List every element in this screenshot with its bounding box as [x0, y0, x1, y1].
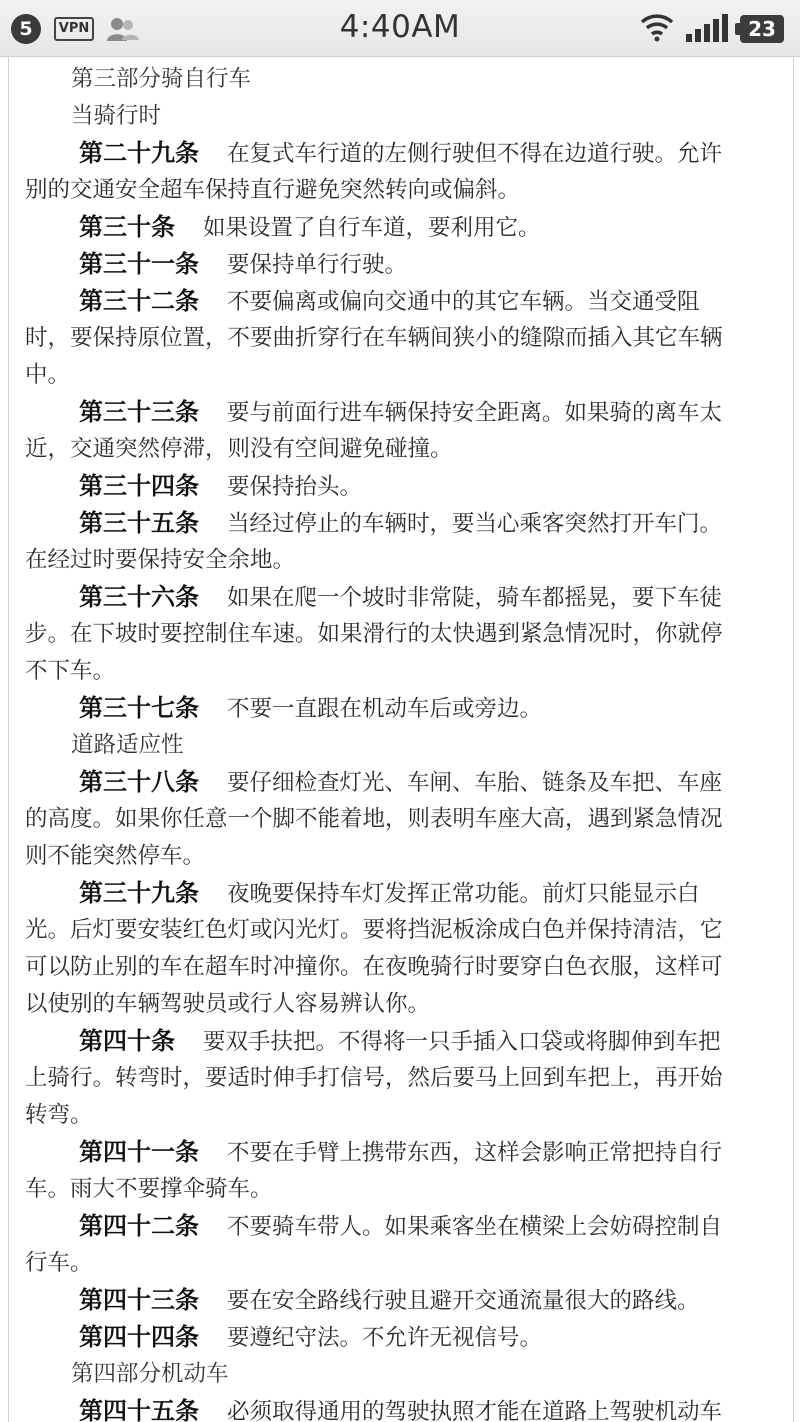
section-heading: 第四部分机动车: [71, 1361, 229, 1387]
article-paragraph: [25, 209, 777, 246]
article-text: 夜晚要保持车灯发挥正常功能。前灯只能显示白: [227, 881, 700, 907]
article-text: 如果在爬一个坡时非常陡，骑车都摇晃，要下车徒: [227, 585, 723, 611]
article-text-continuation: 不下车。: [25, 658, 116, 684]
document-text: [9, 57, 793, 1422]
article-title: 第四十五条: [79, 1397, 199, 1422]
article-text-continuation: 步。在下坡时要控制住车速。如果滑行的太快遇到紧急情况时，你就停: [25, 621, 723, 647]
article-text-continuation: 时，要保持原位置，不要曲折穿行在车辆间狭小的缝隙而插入其它车辆: [25, 325, 723, 351]
article-text: 不要骑车带人。如果乘客坐在横梁上会妨碍控制自: [227, 1214, 723, 1240]
article-title: 第四十条: [79, 1027, 175, 1055]
article-title: 第二十九条: [79, 139, 199, 167]
article-title: 第三十九条: [79, 879, 199, 907]
article-paragraph: [25, 394, 777, 431]
article-paragraph: [25, 246, 777, 283]
article-title: 第三十条: [79, 213, 175, 241]
article-text-continuation: 近，交通突然停滞，则没有空间避免碰撞。: [25, 436, 453, 462]
article-paragraph: [25, 1023, 777, 1060]
wifi-icon: [640, 12, 674, 46]
article-text-continuation: 的高度。如果你任意一个脚不能着地，则表明车座大高，遇到紧急情况: [25, 806, 723, 832]
article-title: 第三十三条: [79, 398, 199, 426]
article-title: 第四十一条: [79, 1138, 199, 1166]
article-title: 第四十二条: [79, 1212, 199, 1240]
article-text: 要在安全路线行驶且避开交通流量很大的路线。: [227, 1288, 700, 1314]
article-text-continuation: 转弯。: [25, 1102, 93, 1128]
article-paragraph: [25, 579, 777, 616]
article-text: 不要一直跟在机动车后或旁边。: [227, 696, 543, 722]
article-text: 必须取得通用的驾驶执照才能在道路上驾驶机动车: [227, 1399, 723, 1422]
article-paragraph: [25, 875, 777, 912]
section-heading: 道路适应性: [71, 732, 184, 758]
article-title: 第三十四条: [79, 472, 199, 500]
article-title: 第三十二条: [79, 287, 199, 315]
article-text: 要遵纪守法。不允许无视信号。: [227, 1325, 543, 1351]
section-heading: 当骑行时: [71, 103, 162, 129]
article-title: 第三十八条: [79, 768, 199, 796]
article-text: 要仔细检查灯光、车闸、车胎、链条及车把、车座: [227, 770, 723, 796]
article-text: 如果设置了自行车道，要利用它。: [203, 215, 541, 241]
article-text-continuation: 可以防止别的车在超车时冲撞你。在夜晚骑行时要穿白色衣服，这样可: [25, 954, 723, 980]
article-text: 不要在手臂上携带东西，这样会影响正常把持自行: [227, 1140, 723, 1166]
article-paragraph: [25, 1393, 777, 1422]
article-text-continuation: 上骑行。转弯时，要适时伸手打信号，然后要马上回到车把上，再开始: [25, 1065, 723, 1091]
document-view[interactable]: [8, 57, 794, 1422]
article-text: 不要偏离或偏向交通中的其它车辆。当交通受阻: [227, 289, 700, 315]
article-text-continuation: 在经过时要保持安全余地。: [25, 547, 296, 573]
article-text: 要保持抬头。: [227, 474, 363, 500]
article-paragraph: [25, 283, 777, 320]
article-title: 第三十一条: [79, 250, 199, 278]
article-text-continuation: 车。雨大不要撑伞骑车。: [25, 1176, 273, 1202]
notification-count-badge: 5: [11, 14, 41, 44]
article-text-continuation: 行车。: [25, 1250, 93, 1276]
article-paragraph: [25, 468, 777, 505]
article-text-continuation: 别的交通安全超车保持直行避免突然转向或偏斜。: [25, 177, 521, 203]
article-text-continuation: 中。: [25, 362, 71, 388]
article-text: 要与前面行进车辆保持安全距离。如果骑的离车太: [227, 400, 723, 426]
article-paragraph: [25, 505, 777, 542]
article-title: 第三十六条: [79, 583, 199, 611]
article-text: 当经过停止的车辆时，要当心乘客突然打开车门。: [227, 511, 723, 537]
battery-icon: 23: [740, 15, 784, 43]
article-title: 第三十五条: [79, 509, 199, 537]
article-paragraph: [25, 1208, 777, 1245]
article-text-continuation: 光。后灯要安装红色灯或闪光灯。要将挡泥板涂成白色并保持清洁，它: [25, 917, 723, 943]
article-paragraph: [25, 1319, 777, 1356]
clock: 4:40AM: [339, 9, 461, 45]
article-text-continuation: 则不能突然停车。: [25, 843, 206, 869]
article-title: 第四十三条: [79, 1286, 199, 1314]
article-paragraph: [25, 135, 777, 172]
article-title: 第三十七条: [79, 694, 199, 722]
article-paragraph: [25, 1134, 777, 1171]
article-text: 在复式车行道的左侧行驶但不得在边道行驶。允许: [227, 141, 723, 167]
article-paragraph: [25, 764, 777, 801]
contacts-icon: [106, 16, 140, 46]
signal-strength-icon: [686, 14, 732, 46]
article-text: 要双手扶把。不得将一只手插入口袋或将脚伸到车把: [203, 1029, 721, 1055]
status-bar: [0, 0, 800, 57]
article-text: 要保持单行行驶。: [227, 252, 408, 278]
article-title: 第四十四条: [79, 1323, 199, 1351]
article-paragraph: [25, 1282, 777, 1319]
article-paragraph: [25, 690, 777, 727]
article-text-continuation: 以使别的车辆驾驶员或行人容易辨认你。: [25, 991, 431, 1017]
section-heading: 第三部分骑自行车: [71, 66, 252, 92]
vpn-icon: VPN: [54, 17, 94, 41]
